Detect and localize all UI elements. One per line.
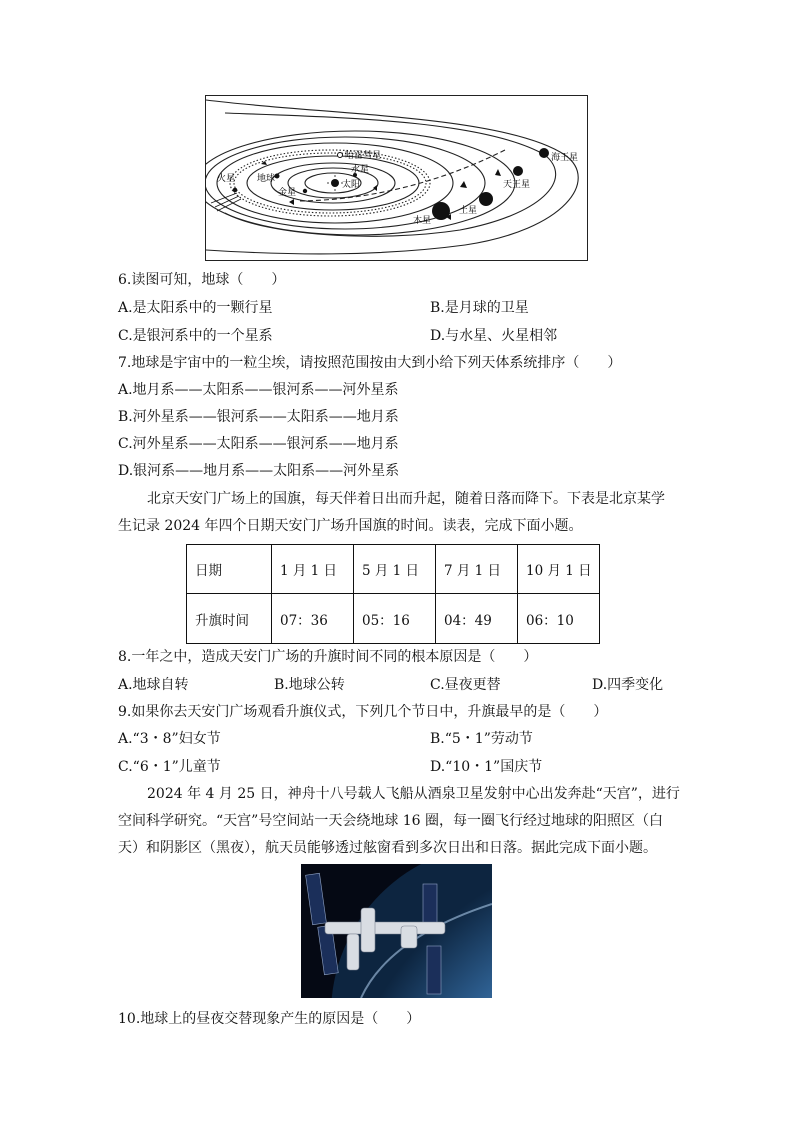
passage-2-line-2: 空间科学研究。“天宫”号空间站一天会绕地球 16 圈，每一圈飞行经过地球的阳照区（白 <box>118 813 664 829</box>
sun-symbol <box>331 179 339 187</box>
question-6-stem: 6.读图可知，地球（ ） <box>118 272 286 288</box>
question-6-option-b: B.是月球的卫星 <box>430 300 529 316</box>
mars-dot <box>233 188 238 193</box>
table-header-cell: 日期 <box>187 545 272 594</box>
question-9-option-c: C.“6・1”儿童节 <box>118 759 221 775</box>
question-6-option-c: C.是银河系中的一个星系 <box>118 328 273 344</box>
table-header-row <box>187 545 600 594</box>
label-uranus: 天王星 <box>503 180 531 190</box>
space-station-image <box>301 864 492 998</box>
label-earth: 地球 <box>257 174 276 184</box>
question-7-option-a: A.地月系——太阳系——银河系——河外星系 <box>118 382 399 398</box>
question-7-option-c: C.河外星系——太阳系——银河系——地月系 <box>118 436 399 452</box>
question-7-option-b: B.河外星系——银河系——太阳系——地月系 <box>118 409 399 425</box>
question-7-stem: 7.地球是宇宙中的一粒尘埃，请按照范围按由大到小给下列天体系统排序（ ） <box>118 355 622 371</box>
label-comet: 哈雷彗星 <box>345 151 382 161</box>
passage-2-line-1: 2024 年 4 月 25 日，神舟十八号载人飞船从酒泉卫星发射中心出发奔赴“天宫”，进行 <box>147 786 680 802</box>
question-6-option-d: D.与水星、火星相邻 <box>430 328 558 344</box>
table-cell: 05：16 <box>354 594 436 644</box>
saturn-dot <box>479 192 493 206</box>
passage-1-line-1: 北京天安门广场上的国旗，每天伴着日出而升起，随着日落而降下。下表是北京某学 <box>147 491 665 507</box>
table-row <box>187 594 600 644</box>
question-7-option-d: D.银河系——地月系——太阳系——河外星系 <box>118 463 400 479</box>
neptune-dot <box>539 148 549 158</box>
table-header-cell: 5 月 1 日 <box>354 545 436 594</box>
solar-system-diagram <box>205 95 588 261</box>
table-header-cell: 1 月 1 日 <box>272 545 354 594</box>
passage-2-line-3: 天）和阴影区（黑夜），航天员能够透过舷窗看到多次日出和日落。据此完成下面小题。 <box>118 840 657 856</box>
label-mars: 火星 <box>217 174 236 184</box>
question-9-option-d: D.“10・1”国庆节 <box>430 759 543 775</box>
label-mercury: 水星 <box>351 165 370 175</box>
table-header-cell: 10 月 1 日 <box>518 545 600 594</box>
label-jupiter: 木星 <box>413 216 432 226</box>
label-saturn: 土星 <box>459 206 478 216</box>
table-cell: 06：10 <box>518 594 600 644</box>
table-cell: 04：49 <box>436 594 518 644</box>
table-cell: 升旗时间 <box>187 594 272 644</box>
question-6-option-a: A.是太阳系中的一颗行星 <box>118 300 273 316</box>
venus-dot <box>303 189 307 193</box>
question-8-stem: 8.一年之中，造成天安门广场的升旗时间不同的根本原因是（ ） <box>118 649 538 665</box>
flag-raising-table <box>186 544 600 644</box>
passage-1-line-2: 生记录 2024 年四个日期天安门广场升国旗的时间。读表，完成下面小题。 <box>118 518 583 534</box>
label-venus: 金星 <box>278 188 297 198</box>
question-8-option-b: B.地球公转 <box>274 677 345 693</box>
question-9-stem: 9.如果你去天安门广场观看升旗仪式，下列几个节日中，升旗最早的是（ ） <box>118 704 608 720</box>
table-header-cell: 7 月 1 日 <box>436 545 518 594</box>
question-9-option-b: B.“5・1”劳动节 <box>430 731 533 747</box>
uranus-dot <box>513 166 523 176</box>
label-neptune: 海王星 <box>551 153 579 163</box>
question-8-option-a: A.地球自转 <box>118 677 189 693</box>
question-8-option-c: C.昼夜更替 <box>430 677 501 693</box>
label-sun: 太阳 <box>342 180 361 190</box>
comet-dot <box>338 153 343 158</box>
question-10-stem: 10.地球上的昼夜交替现象产生的原因是（ ） <box>118 1011 421 1027</box>
table-cell: 07：36 <box>272 594 354 644</box>
earth-dot <box>275 174 280 179</box>
question-9-option-a: A.“3・8”妇女节 <box>118 731 221 747</box>
question-8-option-d: D.四季变化 <box>592 677 664 693</box>
